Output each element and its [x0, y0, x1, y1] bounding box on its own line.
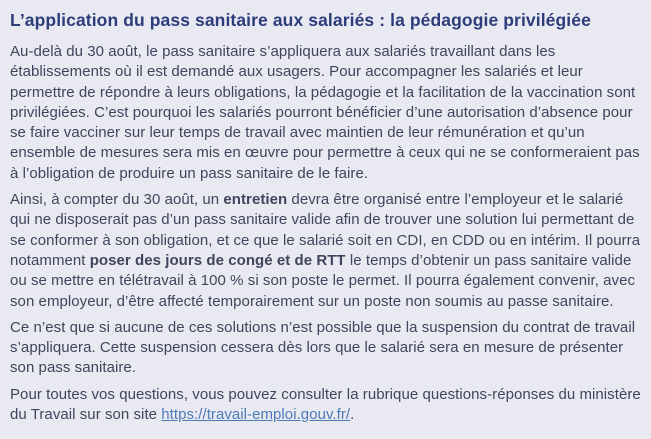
text-run: Ainsi, à compter du 30 août, un — [10, 191, 224, 209]
travail-emploi-link[interactable]: https://travail-emploi.gouv.fr/ — [161, 406, 351, 424]
text-run: le temps d’obtenir un pass sanitaire valide ou se mettre en télétravail à 100 % si son poste le permet. Il pourra également convenir, avec son employeur, d’être affecté temporairement sur un poste non soumis au passe sanitaire. — [10, 251, 636, 310]
paragraph-contact — [10, 385, 641, 426]
paragraph-suspension: Ce n’est que si aucune de ces solutions n’est possible que la suspension du contrat de travail s’appliquera. Cette suspension cessera dès lors que le salarié sera en mesure de présenter son pass sanitaire. — [10, 318, 636, 377]
text-run: devra être organisé entre l’employeur et le salarié qui ne disposerait pas d’un pass sanitaire valide afin de trouver une solution lui permettant de se conformer à son obligation, et ce que le salarié soit en CDI, en CDD ou en intérim. Il pourra notamment — [10, 191, 641, 269]
text-run: Pour toutes vos questions, vous pouvez consulter la rubrique questions-réponses du ministère du Travail sur son site — [10, 385, 641, 424]
paragraph-intro: Au-delà du 30 août, le pass sanitaire s’appliquera aux salariés travaillant dans les établissements où il est demandé aux usagers. Pour accompagner les salariés et leur permettre de répondre à leurs obligations, la pédagogie et la facilitation de la vaccination sont privilégiées. C’est pourquoi les salariés pourront bénéficier d’une autorisation d’absence pour se faire vacciner sur leur temps de travail avec maintien de leur rémunération et qu’un ensemble de mesures sera mis en œuvre pour permettre à ceux qui ne se conformeraient pas à l’obligation de produire un pass sanitaire de le faire. — [10, 43, 640, 182]
text-run: . — [350, 406, 355, 424]
bold-text-entretien: entretien — [223, 191, 288, 209]
page-title: L’application du pass sanitaire aux salariés : la pédagogie privilégiée — [10, 10, 591, 30]
paragraph-entretien — [10, 190, 641, 312]
bold-text-conges-rtt: poser des jours de congé et de RTT — [89, 251, 346, 269]
